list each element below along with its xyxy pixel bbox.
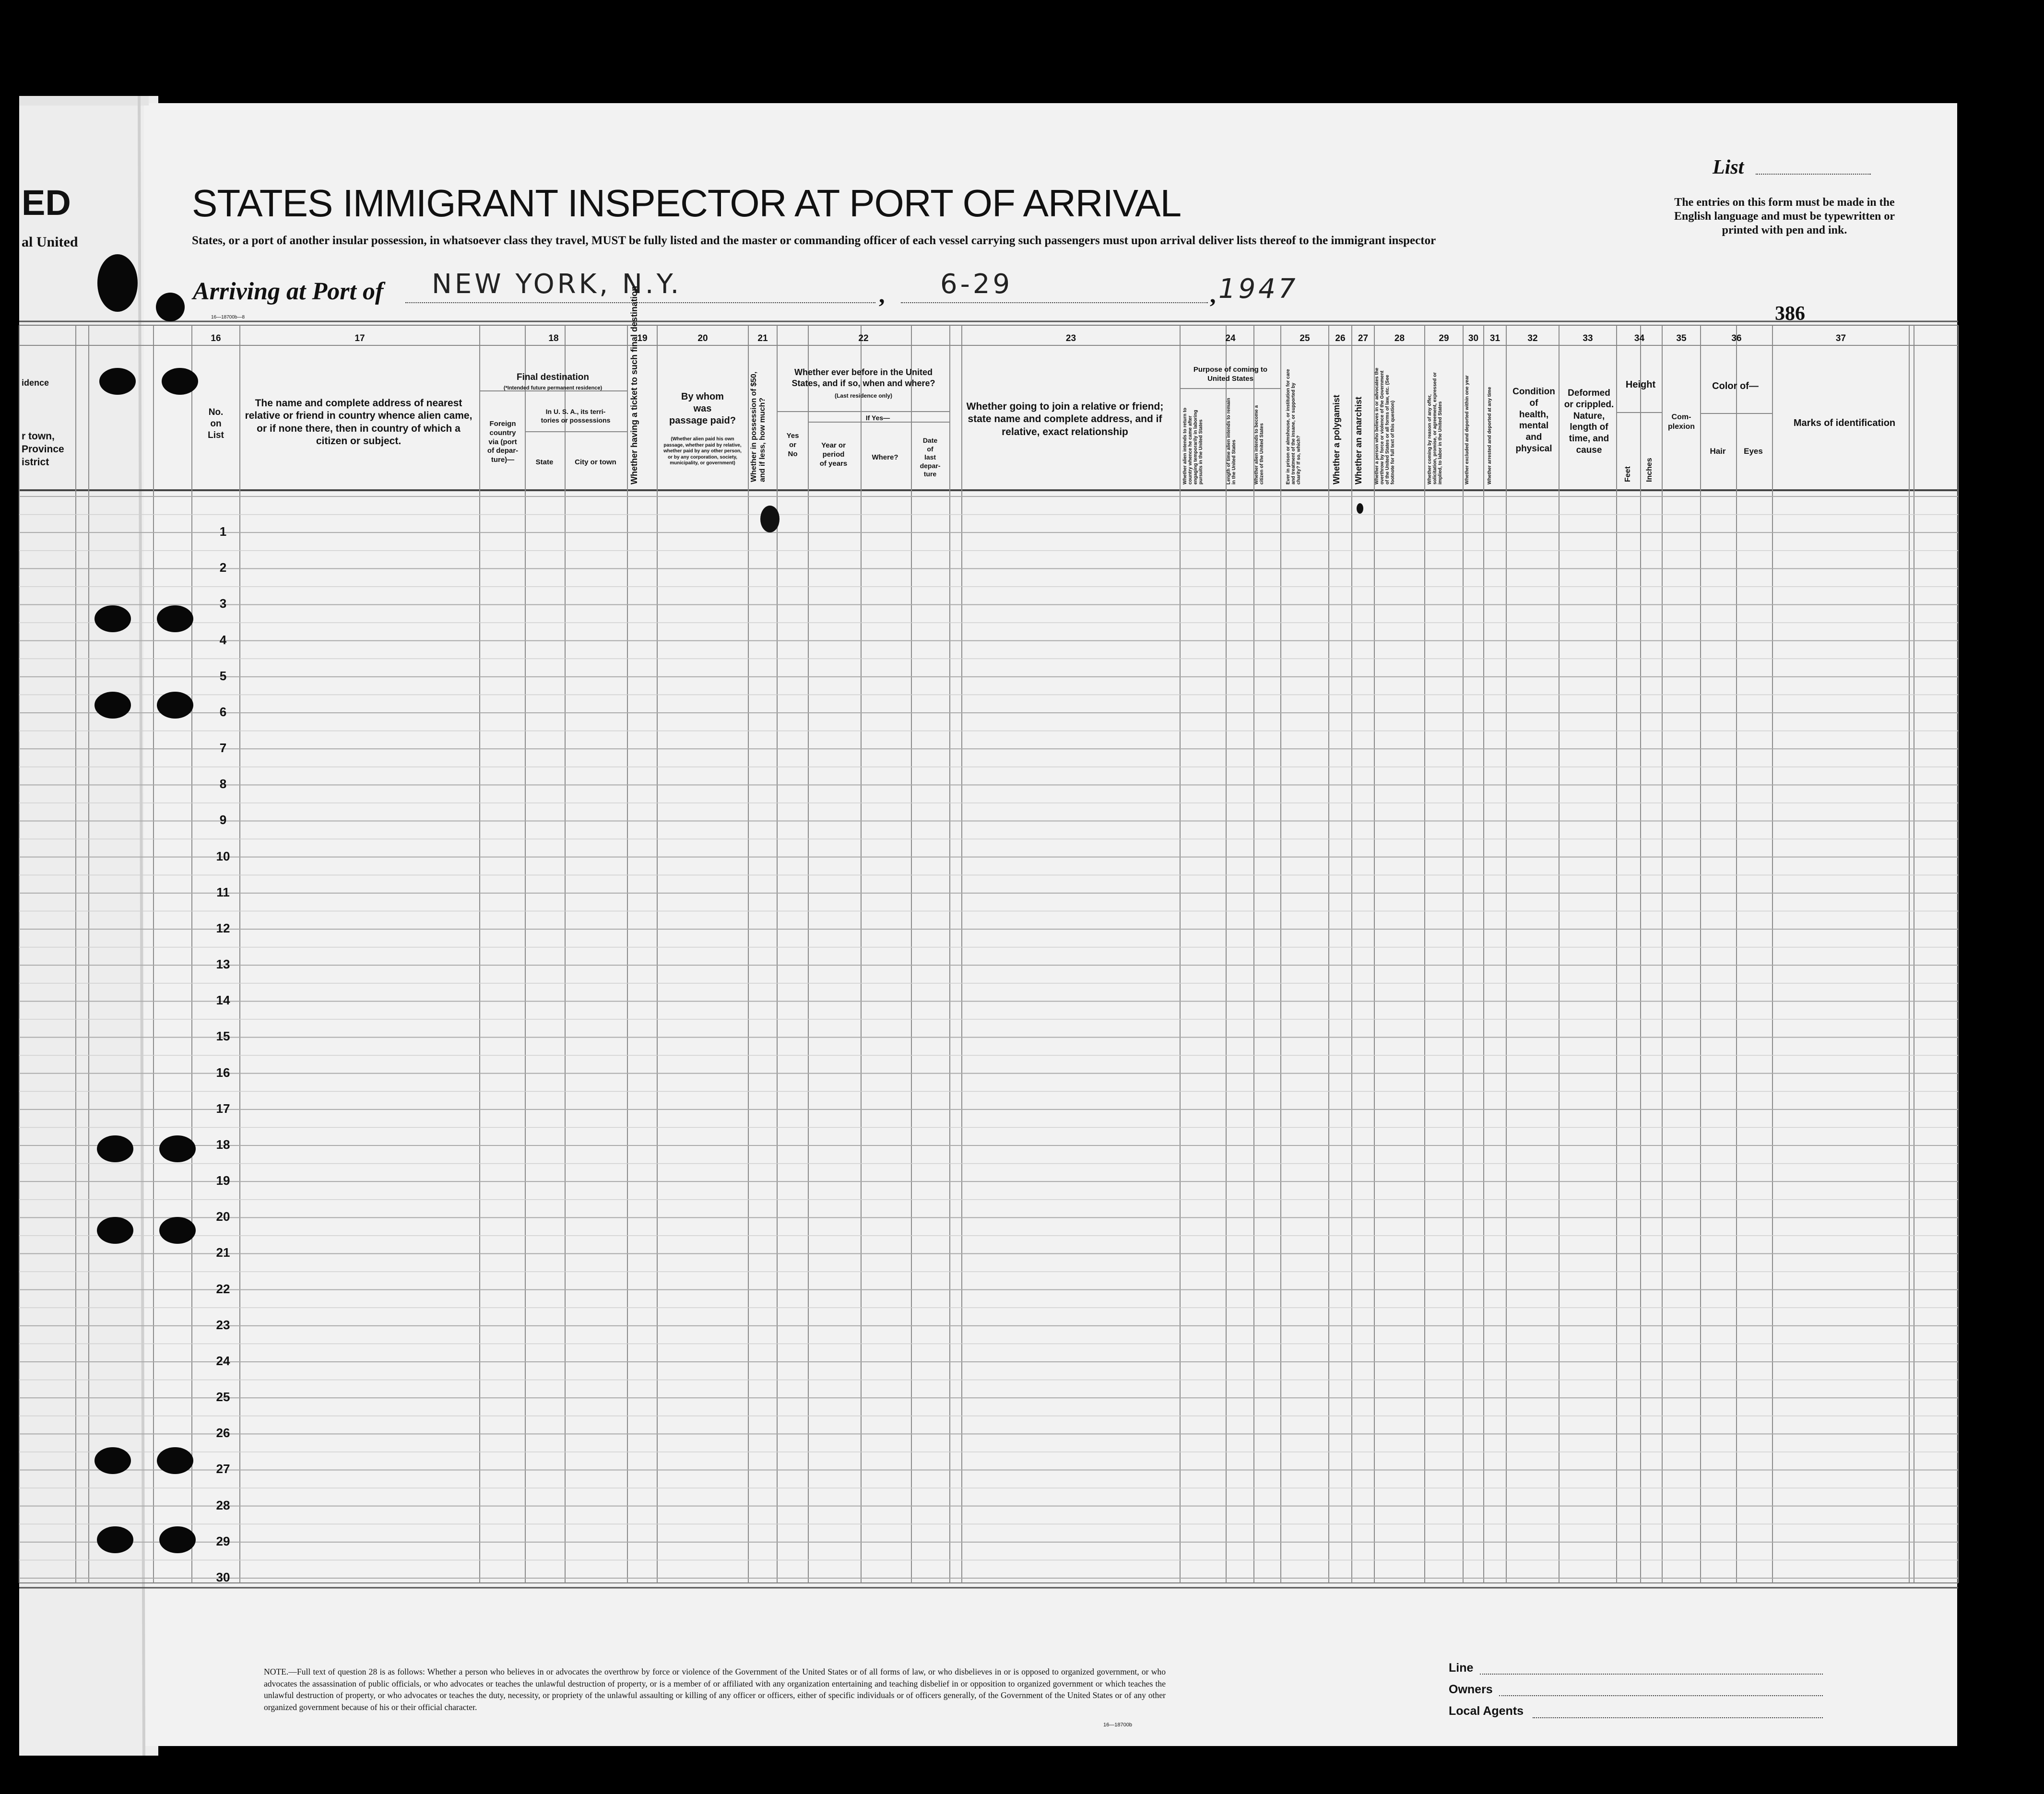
punch-hole [97, 1217, 133, 1244]
punch-hole [95, 605, 131, 632]
punch-hole [157, 692, 193, 719]
col25-label: Ever in prison or almshouse, or institution for care and treatment of the insane, or supported by charity? If so, which? [1286, 369, 1301, 484]
main-sheet [144, 103, 1957, 1746]
punch-hole [156, 293, 185, 321]
footer-note: NOTE.—Full text of question 28 is as follows: Whether a person who believes in or advocates the overthrow by force or violence of the Government of the United States or of all forms of law, or who disbelieves in or is opposed to organized government, or who advocates the assassination of public officials, or who advocates or teaches the unlawful destruction of property, or is a member of or affiliated with any organization entertaining and teaching disbelief in or opposition to organized government or which teaches the unlawful destruction of property, or who advocates or teaches the duty, necessity, or propriety of the unlawful assaulting or killing of any officer or officers, either of specific individuals or of officers generally, of the Government of the United States or of any other organized government because of his or their official character. [264, 1667, 1166, 1712]
left-residence-fragment: idence [22, 378, 49, 388]
left-district-fragment: istrict [22, 457, 49, 468]
punch-hole [162, 368, 198, 395]
col22-yes-no: Yes or No [786, 432, 799, 458]
row-number: 27 [216, 1462, 230, 1476]
year-value: 1947 [1218, 273, 1299, 305]
line-blank [1480, 1674, 1823, 1675]
row-number: 4 [219, 632, 227, 647]
col23-label: Whether going to join a relative or friend; state name and complete address, and if relative, exact relationship [966, 401, 1164, 437]
col24-label: Purpose of coming to United States [1193, 366, 1268, 383]
row-number: 30 [216, 1570, 230, 1584]
column-number-35: 35 [1676, 333, 1687, 343]
column-number-18: 18 [548, 333, 559, 343]
form-instructions: The entries on this form must be made in the English language and must be typewritten or printed with pen and ink. [1674, 196, 1895, 236]
row-number: 9 [219, 813, 227, 827]
col20-sublabel: (Whether alien paid his own passage, whether paid by relative, whether paid by any other person, or by any corporation, society, municipality, or government) [663, 437, 742, 466]
row-number: 3 [219, 596, 227, 611]
comma-2: , [1210, 281, 1216, 308]
row-number: 21 [216, 1245, 230, 1260]
col24-return: Whether alien intends to return to country whence he came after engaging temporarily in laboring pursuits in the United States [1182, 407, 1204, 484]
punch-hole [95, 692, 131, 719]
row-number: 13 [216, 957, 230, 971]
row-number: 6 [219, 704, 227, 719]
page-subtitle: States, or a port of another insular possession, in whatsoever class they travel, MUST be fully listed and the master or commanding officer of each vessel carrying such passengers must upon arrival deliver lists thereof to the immigrant inspector [192, 234, 1436, 247]
col29-label: Whether coming by reason of any offer, solicitation, promise, or agreement, expressed or implied, to labor in the United States [1427, 372, 1443, 484]
column-number-25: 25 [1300, 333, 1310, 343]
row-number: 24 [216, 1353, 230, 1368]
left-subtitle-fragment: al United [22, 234, 78, 250]
date-blank [901, 302, 1208, 303]
column-number-30: 30 [1468, 333, 1479, 343]
owners-label: Owners [1449, 1683, 1493, 1696]
column-number-23: 23 [1065, 333, 1076, 343]
owners-blank [1499, 1695, 1823, 1696]
row-number: 5 [219, 668, 227, 683]
list-label: List [1713, 156, 1744, 178]
row-number: 11 [216, 885, 230, 899]
left-title-fragment: ED [22, 183, 71, 223]
column-number-31: 31 [1489, 333, 1501, 343]
col22-label: Whether ever before in the United States, and if so, when and where? [792, 367, 935, 388]
punch-hole [97, 1526, 133, 1553]
column-number-26: 26 [1335, 333, 1346, 343]
col31-label: Whether arrested and deported at any time [1487, 387, 1492, 484]
column-number-16: 16 [211, 333, 221, 343]
col36-eyes: Eyes [1744, 447, 1763, 456]
col22-year: Year or period of years [819, 441, 848, 468]
row-number: 19 [216, 1173, 230, 1188]
col21-label: Whether in possession of $50, and if less, how much? [750, 371, 767, 482]
port-value: NEW YORK, N.Y. [432, 269, 682, 300]
column-number-34: 34 [1634, 333, 1645, 343]
col30-label: Whether excluded and deported within one year [1465, 375, 1470, 484]
column-number-33: 33 [1583, 333, 1593, 343]
column-number-21: 21 [757, 333, 768, 343]
col18-usa: In U. S. A., its terri- tories or possessions [541, 408, 611, 424]
col22-date: Date of last depar- ture [920, 437, 941, 478]
row-number: 28 [216, 1498, 230, 1512]
column-number-17: 17 [354, 333, 365, 343]
form-code: 16—18700b [1103, 1722, 1132, 1728]
column-number-24: 24 [1225, 333, 1236, 343]
col35-label: Com- plexion [1667, 413, 1695, 431]
row-number: 10 [216, 849, 230, 863]
column-number-28: 28 [1394, 333, 1405, 343]
col34-inches: Inches [1645, 458, 1654, 482]
page-title: STATES IMMIGRANT INSPECTOR AT PORT OF ARRIVAL [192, 182, 1182, 224]
col18-foreign: Foreign country via (port of depar- ture)— [487, 420, 519, 464]
sheet-number: 386 [1775, 303, 1805, 325]
column-number-20: 20 [697, 333, 708, 343]
punch-hole [99, 368, 136, 395]
punch-hole [97, 1135, 133, 1162]
row-number: 22 [216, 1281, 230, 1296]
punch-hole [157, 1447, 193, 1474]
punch-hole [97, 254, 138, 312]
col17-label: The name and complete address of nearest relative or friend in country whence alien came, or if none there, then in country of which a citizen or subject. [245, 398, 473, 447]
col20-label: By whom was passage paid? [669, 391, 736, 426]
column-number-32: 32 [1527, 333, 1538, 343]
col34-label: Height [1625, 379, 1656, 390]
punch-hole [95, 1447, 131, 1474]
row-number: 2 [219, 560, 227, 575]
col19-label: Whether having a ticket to such final destination [629, 285, 639, 484]
column-number-29: 29 [1439, 333, 1449, 343]
col24-citizen: Whether alien intends to become a citizen of the United States [1254, 405, 1264, 484]
col22-if-yes: If Yes— [865, 414, 890, 422]
punch-hole [157, 605, 193, 632]
col36-label: Color of— [1712, 381, 1759, 391]
left-province-fragment: Province [22, 444, 64, 455]
row-number: 14 [216, 993, 230, 1008]
row-number: 17 [216, 1101, 230, 1116]
row-number: 1 [219, 524, 227, 539]
row-number: 29 [216, 1534, 230, 1548]
row-number: 20 [216, 1209, 230, 1224]
row-number: 25 [216, 1390, 230, 1404]
col33-label: Deformed or crippled. Nature, length of time, and cause [1564, 388, 1614, 455]
column-number-19: 19 [637, 333, 648, 343]
col28-label: Whether a person who believes in or advocates the overthrow by force or violence of the Government of the United States or all forms of law, etc. (See footnote for full text of this question) [1374, 367, 1395, 484]
row-number: 18 [216, 1137, 230, 1152]
column-number-37: 37 [1835, 333, 1846, 343]
line-label: Line [1449, 1661, 1474, 1675]
ink-blot [760, 506, 780, 532]
row-number: 23 [216, 1317, 230, 1332]
date-value: 6-29 [940, 269, 1013, 300]
col32-label: Condition of health, mental and physical [1512, 387, 1555, 454]
row-number: 26 [216, 1426, 230, 1440]
row-number: 7 [219, 741, 227, 755]
col18-city: City or town [575, 458, 616, 466]
col37-label: Marks of identification [1793, 418, 1896, 428]
row-number: 12 [216, 921, 230, 935]
port-blank [405, 302, 875, 303]
punch-hole [159, 1135, 196, 1162]
column-number-27: 27 [1358, 333, 1369, 343]
col34-feet: Feet [1624, 466, 1632, 482]
arriving-label: Arriving at Port of [193, 278, 384, 305]
form-number-top: 16—18700b—8 [211, 315, 245, 320]
col26-label: Whether a polygamist [1332, 394, 1341, 484]
row-number: 15 [216, 1029, 230, 1044]
col27-label: Whether an anarchist [1354, 396, 1363, 484]
left-town-fragment: r town, [22, 431, 55, 442]
comma-1: , [879, 281, 885, 308]
local-agents-blank [1533, 1717, 1823, 1718]
punch-hole [159, 1217, 196, 1244]
local-agents-label: Local Agents [1449, 1704, 1524, 1718]
col18-state: State [535, 458, 554, 466]
row-number: 8 [219, 777, 227, 791]
punch-hole [159, 1526, 196, 1553]
list-number-blank [1756, 174, 1871, 175]
col18-sublabel: (*Intended future permanent residence) [503, 385, 603, 391]
column-number-36: 36 [1731, 333, 1742, 343]
col24-length: Length of time alien intends to remain in the United States [1226, 398, 1237, 484]
col22-sublabel: (Last residence only) [834, 392, 893, 399]
row-number: 16 [216, 1065, 230, 1080]
column-number-22: 22 [858, 333, 869, 343]
col36-hair: Hair [1710, 447, 1726, 456]
col18-label: Final destination [517, 372, 589, 382]
col22-where: Where? [872, 453, 898, 461]
col16-label: No. on List [208, 407, 224, 440]
